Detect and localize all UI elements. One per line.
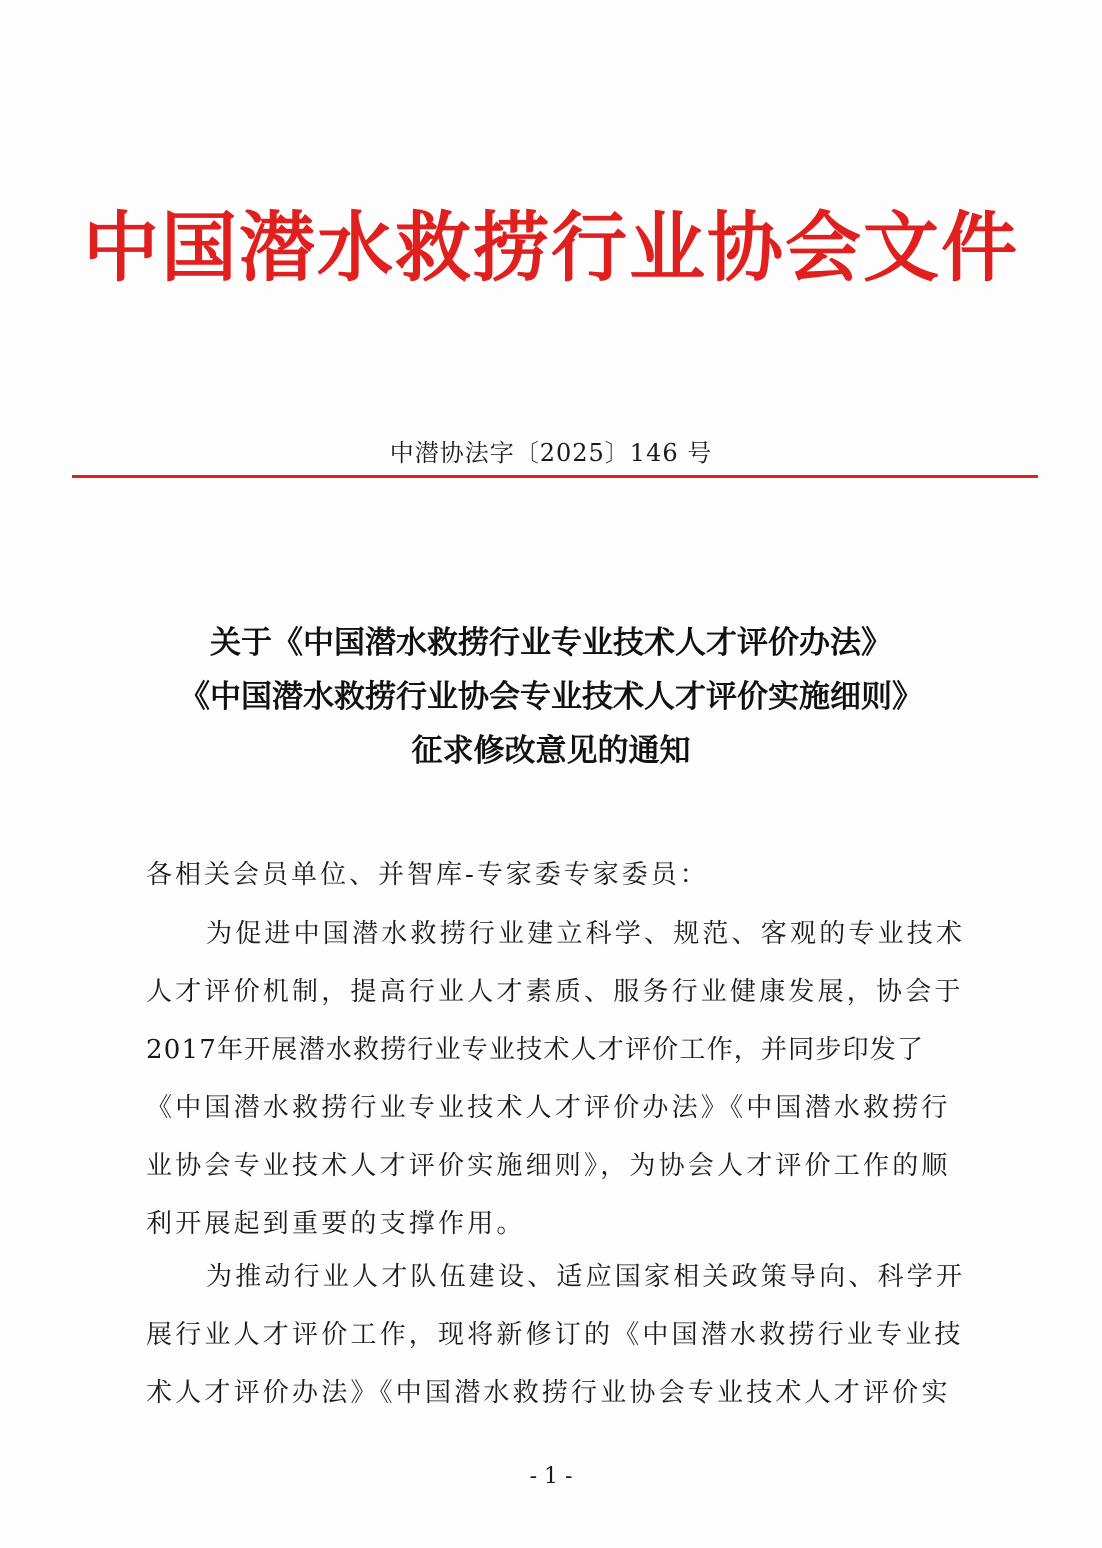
paragraph-line: 《中国潜水救捞行业专业技术人才评价办法》《中国潜水救捞行 [146, 1093, 951, 1123]
title-line-3: 征求修改意见的通知 [411, 733, 691, 769]
masthead-title: 中国潜水救捞行业协会文件 [83, 203, 1019, 292]
paragraph-line: 展行业人才评价工作，现将新修订的《中国潜水救捞行业专业技 [146, 1320, 964, 1350]
notice-title [60, 616, 1042, 778]
paragraph-line: 2017年开展潜水救捞行业专业技术人才评价工作，并同步印发了 [146, 1035, 925, 1065]
title-line-1: 关于《中国潜水救捞行业专业技术人才评价办法》 [210, 625, 892, 661]
page-number: - 1 - [529, 1464, 573, 1489]
paragraph-line: 业协会专业技术人才评价实施细则》，为协会人才评价工作的顺 [146, 1151, 951, 1181]
paragraph-line: 利开展起到重要的支撑作用。 [146, 1209, 526, 1239]
paragraph-line: 人才评价机制，提高行业人才素质、服务行业健康发展，协会于 [146, 977, 964, 1007]
paragraph-line: 术人才评价办法》《中国潜水救捞行业协会专业技术人才评价实 [146, 1378, 951, 1408]
paragraph-line: 为推动行业人才队伍建设、适应国家相关政策导向、科学开 [206, 1262, 966, 1292]
document-number: 中潜协法字〔2025〕146 号 [389, 439, 713, 467]
title-line-2: 《中国潜水救捞行业协会专业技术人才评价实施细则》 [179, 679, 923, 715]
salutation: 各相关会员单位、并智库-专家委专家委员： [146, 860, 709, 890]
red-divider [72, 475, 1038, 478]
paragraph-line: 为促进中国潜水救捞行业建立科学、规范、客观的专业技术 [206, 919, 966, 949]
paragraph-2 [146, 1248, 976, 1422]
paragraph-1 [146, 905, 976, 1253]
